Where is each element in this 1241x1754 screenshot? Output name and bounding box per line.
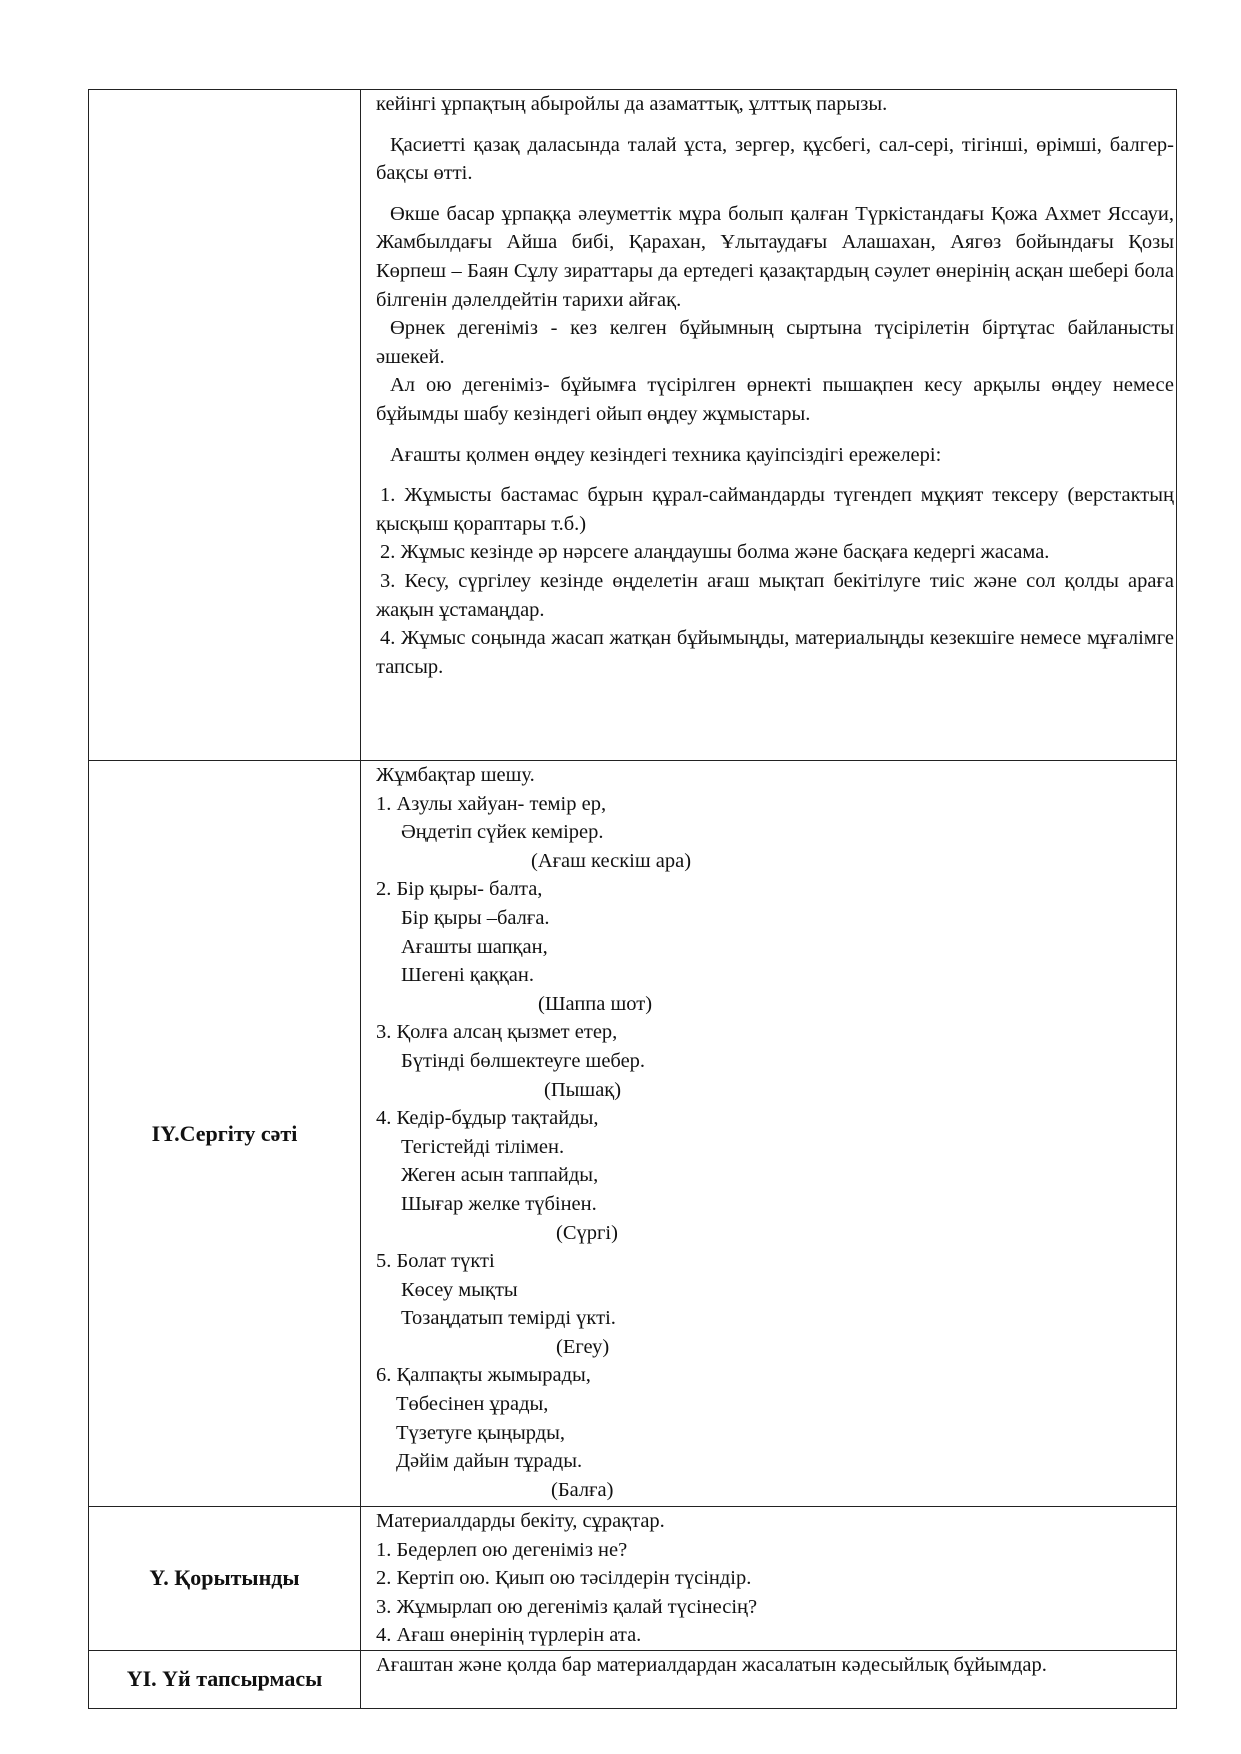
- content-cell-homework: [361, 1650, 1177, 1708]
- riddle-line: Көсеу мықты: [401, 1278, 518, 1301]
- riddle-line: 3. Қолға алсаң қызмет етер,: [376, 1021, 618, 1044]
- table-row-refresh: [89, 761, 1177, 1507]
- riddles-intro: Жұмбақтар шешу.: [376, 764, 535, 786]
- content-cell-riddles: [361, 761, 1177, 1507]
- riddle-line: 5. Болат түкті: [376, 1250, 495, 1273]
- content-cell-theory: [361, 90, 1177, 761]
- safety-rule-4: 4. Жұмыс соңында жасап жатқан бұйымыңды, материалыңды кезекшіге немесе мұғалімге тапсыр.: [376, 627, 1174, 678]
- stage-cell-homework: YI. Үй тапсырмасы: [89, 1650, 361, 1708]
- lesson-plan-table: [88, 89, 1177, 1709]
- riddle-line: Түзетуге қыңырды,: [396, 1421, 566, 1444]
- riddle-5: [376, 1247, 1174, 1361]
- stage-cell-empty: [89, 90, 361, 761]
- table-row-homework: [89, 1650, 1177, 1708]
- riddle-line: Шығар желке түбінен.: [401, 1192, 597, 1215]
- paragraph-carving-definition: Ал ою дегеніміз- бұйымға түсірілген өрнекті пышақпен кесу арқылы өңдеу немесе бұйымды шабу кезіндегі ойып өңдеу жұмыстары.: [376, 374, 1174, 425]
- riddle-answer: (Балға): [551, 1478, 614, 1501]
- riddle-4: [376, 1104, 1174, 1247]
- paragraph-heritage: Өкше басар ұрпаққа әлеуметтік мұра болып қалған Түркістандағы Қожа Ахмет Яссауи, Жамбылдағы Айша бибі, Қарахан, Ұлытаудағы Алашахан, Аягөз бойындағы Қозы Көрпеш – Баян Сұлу зираттары да ертедегі қазақтардың сәулет өнерінің асқан шебері бола білгенін дәлелдейтін тарихи айғақ.: [376, 202, 1174, 311]
- paragraph-duty: кейінгі ұрпақтың абыройлы да азаматтық, ұлттық парызы.: [376, 93, 888, 115]
- questions-intro: Материалдарды бекіту, сұрақтар.: [376, 1510, 665, 1532]
- safety-rule-2: 2. Жұмыс кезінде әр нәрсеге алаңдаушы болма және басқаға кедергі жасама.: [380, 541, 1050, 564]
- riddle-1: [376, 790, 1174, 876]
- stage-cell-refresh: IY.Сергіту сәті: [89, 761, 361, 1507]
- riddle-line: 4. Кедір-бұдыр тақтайды,: [376, 1107, 599, 1130]
- content-cell-questions: [361, 1507, 1177, 1651]
- question-item: 2. Кертіп ою. Қиып ою тәсілдерін түсіндір.: [376, 1567, 752, 1590]
- riddle-3: [376, 1018, 1174, 1104]
- homework-text: Ағаштан және қолда бар материалдардан жасалатын кәдесыйлық бұйымдар.: [376, 1653, 1047, 1676]
- paragraph-ornament-definition: Өрнек дегеніміз - кез келген бұйымның сыртына түсірілетін біртұтас байланысты әшекей.: [376, 317, 1174, 368]
- table-row-continued: [89, 90, 1177, 761]
- riddle-answer: (Сүргі): [556, 1221, 618, 1244]
- riddle-line: 1. Азулы хайуан- темір ер,: [376, 792, 607, 815]
- riddle-line: Жеген асын таппайды,: [401, 1164, 599, 1187]
- riddle-line: 6. Қалпақты жымырады,: [376, 1364, 591, 1387]
- question-item: 3. Жұмырлап ою дегеніміз қалай түсінесің?: [376, 1595, 758, 1618]
- riddle-answer: (Шаппа шот): [538, 992, 653, 1015]
- riddle-line: Ағашты шапқан,: [401, 935, 548, 958]
- paragraph-masters: Қасиетті қазақ даласында талай ұста, зергер, құсбегі, сал-сері, тігінші, өрімші, балгер-бақсы өтті.: [376, 133, 1174, 185]
- riddle-line: 2. Бір қыры- балта,: [376, 878, 543, 901]
- riddle-line: Тегістейді тілімен.: [401, 1135, 565, 1158]
- riddle-answer: (Егеу): [556, 1335, 610, 1358]
- riddle-6: [376, 1361, 1174, 1504]
- safety-rule-1: 1. Жұмысты бастамас бұрын құрал-саймандарды түгендеп мұқият тексеру (верстактың қысқыш қораптары т.б.): [376, 484, 1174, 535]
- riddle-line: Төбесінен ұрады,: [396, 1393, 549, 1416]
- stage-cell-conclusion: Y. Қорытынды: [89, 1507, 361, 1651]
- riddle-answer: (Пышақ): [544, 1078, 622, 1101]
- riddle-line: Шегені қаққан.: [401, 964, 534, 987]
- riddle-line: Бүтінді бөлшектеуге шебер.: [401, 1049, 646, 1072]
- riddle-answer: (Ағаш кескіш ара): [531, 849, 692, 872]
- safety-rule-3: 3. Кесу, сүргілеу кезінде өңделетін ағаш мықтап бекітілуге тиіс және сол қолды араға жақын ұстамаңдар.: [376, 569, 1174, 621]
- riddle-line: Тозаңдатып темірді үкті.: [401, 1307, 616, 1330]
- riddle-2: [376, 875, 1174, 1018]
- riddle-line: Бір қыры –балға.: [401, 906, 550, 929]
- safety-rules-heading: Ағашты қолмен өңдеу кезіндегі техника қауіпсіздігі ережелері:: [390, 443, 942, 466]
- riddle-line: Дәйім дайын тұрады.: [396, 1450, 583, 1473]
- riddle-line: Әңдетіп сүйек кемірер.: [401, 821, 604, 844]
- question-item: 4. Ағаш өнерінің түрлерін ата.: [376, 1624, 642, 1647]
- table-row-conclusion: [89, 1507, 1177, 1651]
- question-item: 1. Бедерлеп ою дегеніміз не?: [376, 1538, 628, 1561]
